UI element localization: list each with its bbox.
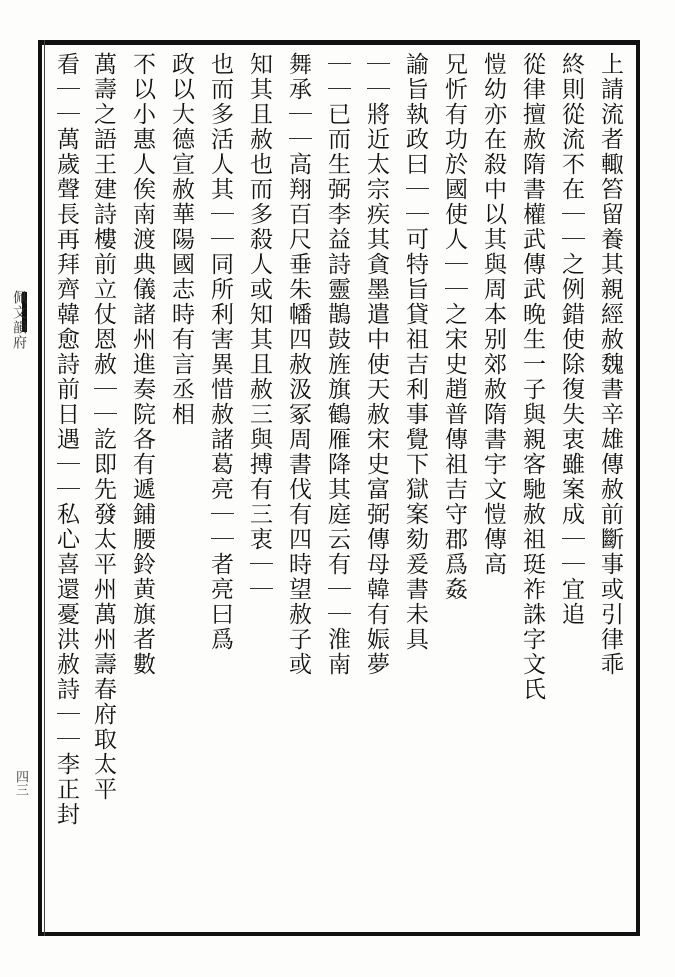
right-border-rule [636, 40, 640, 936]
left-inner-rule [44, 40, 45, 936]
text-column-6: 諭旨執政曰｜｜可特旨貸祖吉利事覺下獄案劾爰書未具 [402, 52, 428, 652]
text-column-8: ｜｜已而生弼李益詩靈鵲鼓旌旗鶴雁降其庭云有｜｜淮南 [324, 52, 350, 677]
text-column-3: 從律擅赦隋書權武傳武晚生一子與親客馳赦祖珽祚誅字文氏 [519, 52, 545, 702]
text-column-2: 終則從流不在｜｜之例錯使除復失衷雖案成｜｜宜追 [558, 52, 584, 627]
text-column-12: 政以大德宣赦華陽國志時有言丞相 [168, 52, 194, 427]
top-border-rule [38, 40, 640, 45]
bottom-border-rule [38, 932, 640, 936]
text-column-9: 舞承｜｜高翔百尺垂朱幡四赦汲冢周書伐有四時望赦子或 [285, 52, 311, 677]
margin-page-number: 四三 [13, 770, 28, 796]
text-column-15: 看｜｜萬歲聲長再拜齊韓愈詩前日遇｜｜私心喜還憂洪赦詩｜｜李正封 [53, 52, 79, 827]
text-column-5: 兄忻有功於國使人｜｜之宋史趙普傳祖吉守郡爲姦 [441, 52, 467, 602]
text-column-1: 上請流者輙笞留養其親經赦魏書辛雄傳赦前斷事或引律乖 [597, 52, 623, 677]
text-column-14: 萬壽之語王建詩樓前立仗恩赦｜｜訖即先發太平州萬州壽春府取太平 [90, 52, 116, 802]
text-column-10: 知其且赦也而多殺人或知其且赦三與搏有三衷｜｜ [246, 52, 272, 602]
text-column-7: ｜｜將近太宗疾其貪墨遣中使天赦宋史富弼傳母韓有娠夢 [363, 52, 389, 677]
left-border-rule [38, 40, 42, 936]
text-column-13: 不以小惠人俟南渡典儀諸州進奏院各有遞鋪腰鈴黄旗者數 [129, 52, 155, 677]
text-column-11: 也而多活人其｜｜同所利害異惜赦諸葛亮｜｜者亮曰爲 [207, 52, 233, 652]
text-column-4: 愷幼亦在殺中以其與周本别郊赦隋書宇文愷傳高 [480, 52, 506, 577]
margin-book-title: 佩文韻府 [11, 290, 27, 350]
